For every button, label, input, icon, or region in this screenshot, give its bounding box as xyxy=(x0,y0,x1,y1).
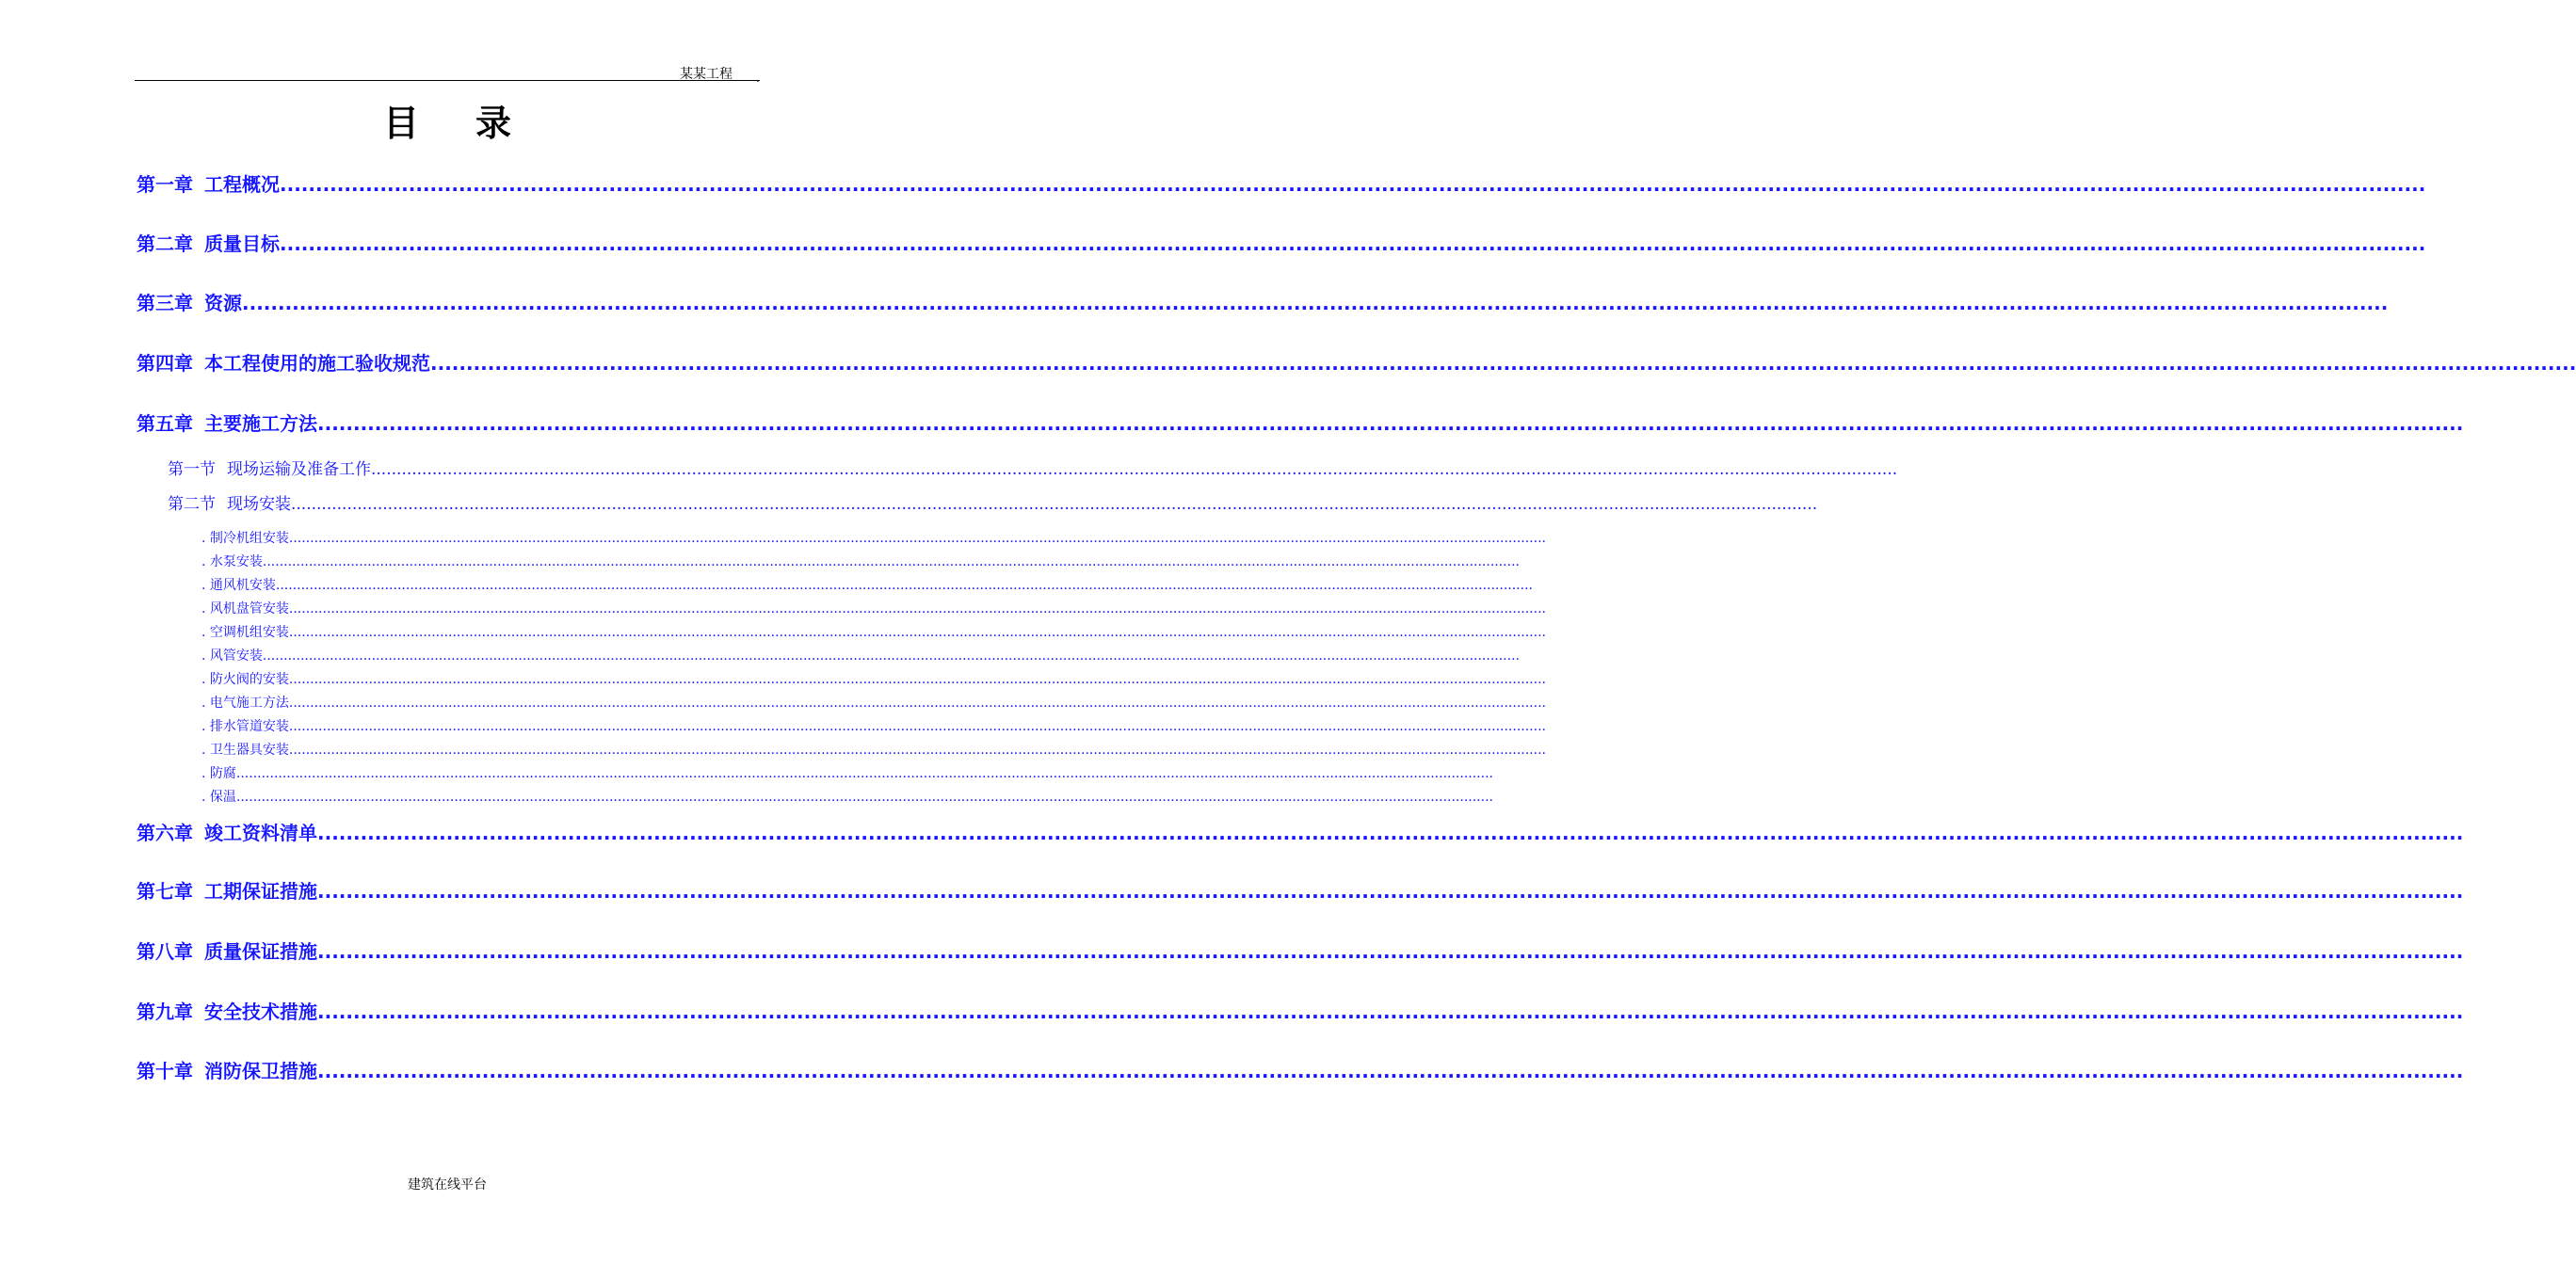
dot-leader: ............................................................................................................................................................................................................................................................................................................ xyxy=(288,625,1546,640)
subitem-title: . 空调机组安装 xyxy=(201,625,289,640)
chapter-title: 工程概况 xyxy=(204,173,280,196)
toc-subitem-8[interactable] xyxy=(201,694,1546,713)
chapter-title: 本工程使用的施工验收规范 xyxy=(204,352,430,375)
toc-subitem-3[interactable] xyxy=(201,576,1533,595)
header-mark: . xyxy=(756,72,760,85)
subitem-title: . 保温 xyxy=(201,790,236,805)
running-header: 某某工程 xyxy=(680,67,733,82)
dot-leader: ............................................................................................................................................................................................................................................................................................................ xyxy=(288,743,1546,758)
chapter-number: 第十章 xyxy=(137,1060,193,1082)
chapter-title: 主要施工方法 xyxy=(204,412,317,435)
toc-subitem-10[interactable] xyxy=(201,741,1546,760)
toc-section-2[interactable] xyxy=(168,493,1818,516)
toc-chapter-6[interactable] xyxy=(137,820,2464,846)
dot-leader: ............................................................................................................................................................................................................................................................................................................ xyxy=(242,292,2389,314)
dot-leader: ............................................................................................................................................................................................................................................................................................................ xyxy=(291,495,1818,514)
chapter-title: 消防保卫措施 xyxy=(204,1060,317,1082)
subitem-title: . 防腐 xyxy=(201,766,236,781)
toc-chapter-9[interactable] xyxy=(137,999,2464,1025)
chapter-title: 竣工资料清单 xyxy=(204,822,317,844)
dot-leader: ............................................................................................................................................................................................................................................................................................................ xyxy=(371,460,1898,479)
section-number: 第一节 xyxy=(168,460,216,479)
subitem-title: . 卫生器具安装 xyxy=(201,743,289,758)
toc-chapter-3[interactable] xyxy=(137,290,2389,316)
chapter-number: 第二章 xyxy=(137,232,193,255)
toc-subitem-12[interactable] xyxy=(201,788,1493,807)
chapter-number: 第七章 xyxy=(137,880,193,903)
chapter-number: 第九章 xyxy=(137,1001,193,1023)
dot-leader: ............................................................................................................................................................................................................................................................................................................ xyxy=(317,822,2464,844)
dot-leader: ............................................................................................................................................................................................................................................................................................................ xyxy=(235,790,1493,805)
dot-leader: ............................................................................................................................................................................................................................................................................................................ xyxy=(317,880,2464,903)
chapter-title: 工期保证措施 xyxy=(204,880,317,903)
toc-chapter-10[interactable] xyxy=(137,1058,2464,1084)
dot-leader: ............................................................................................................................................................................................................................................................................................................ xyxy=(288,531,1546,546)
page-title: 目录 xyxy=(382,103,568,144)
subitem-title: . 风机盘管安装 xyxy=(201,601,289,616)
section-title: 现场运输及准备工作 xyxy=(227,460,371,479)
dot-leader: ............................................................................................................................................................................................................................................................................................................ xyxy=(262,649,1520,664)
toc-subitem-2[interactable] xyxy=(201,552,1520,571)
toc-section-1[interactable] xyxy=(168,458,1898,481)
chapter-title: 质量目标 xyxy=(204,232,280,255)
dot-leader: ............................................................................................................................................................................................................................................................................................................ xyxy=(430,352,2576,375)
subitem-title: . 排水管道安装 xyxy=(201,719,289,734)
toc-subitem-11[interactable] xyxy=(201,764,1493,783)
toc-subitem-9[interactable] xyxy=(201,717,1546,736)
dot-leader: ............................................................................................................................................................................................................................................................................................................ xyxy=(317,412,2464,435)
chapter-number: 第三章 xyxy=(137,292,193,314)
dot-leader: ............................................................................................................................................................................................................................................................................................................ xyxy=(275,578,1533,593)
subitem-title: . 通风机安装 xyxy=(201,578,276,593)
toc-chapter-1[interactable] xyxy=(137,171,2426,198)
dot-leader: ............................................................................................................................................................................................................................................................................................................ xyxy=(317,1060,2464,1082)
chapter-title: 安全技术措施 xyxy=(204,1001,317,1023)
dot-leader: ............................................................................................................................................................................................................................................................................................................ xyxy=(317,1001,2464,1023)
section-title: 现场安装 xyxy=(227,495,291,514)
toc-chapter-2[interactable] xyxy=(137,231,2426,257)
chapter-number: 第六章 xyxy=(137,822,193,844)
toc-chapter-5[interactable] xyxy=(137,410,2464,437)
toc-subitem-7[interactable] xyxy=(201,670,1546,689)
section-number: 第二节 xyxy=(168,495,216,514)
chapter-number: 第一章 xyxy=(137,173,193,196)
subitem-title: . 防火阀的安装 xyxy=(201,672,289,687)
subitem-title: . 水泵安装 xyxy=(201,554,263,569)
chapter-number: 第五章 xyxy=(137,412,193,435)
subitem-title: . 电气施工方法 xyxy=(201,696,289,711)
page-footer: 建筑在线平台 xyxy=(408,1177,487,1193)
dot-leader: ............................................................................................................................................................................................................................................................................................................ xyxy=(288,601,1546,616)
chapter-title: 质量保证措施 xyxy=(204,940,317,963)
chapter-title: 资源 xyxy=(204,292,242,314)
chapter-number: 第四章 xyxy=(137,352,193,375)
chapter-number: 第八章 xyxy=(137,940,193,963)
toc-subitem-6[interactable] xyxy=(201,647,1520,665)
toc-subitem-1[interactable] xyxy=(201,529,1546,548)
dot-leader: ............................................................................................................................................................................................................................................................................................................ xyxy=(317,940,2464,963)
toc-chapter-4[interactable] xyxy=(137,350,2576,376)
dot-leader: ............................................................................................................................................................................................................................................................................................................ xyxy=(280,173,2426,196)
header-rule xyxy=(135,80,760,81)
dot-leader: ............................................................................................................................................................................................................................................................................................................ xyxy=(288,719,1546,734)
toc-subitem-5[interactable] xyxy=(201,623,1546,642)
dot-leader: ............................................................................................................................................................................................................................................................................................................ xyxy=(235,766,1493,781)
toc-chapter-8[interactable] xyxy=(137,938,2464,965)
toc-subitem-4[interactable] xyxy=(201,600,1546,618)
subitem-title: . 风管安装 xyxy=(201,649,263,664)
subitem-title: . 制冷机组安装 xyxy=(201,531,289,546)
dot-leader: ............................................................................................................................................................................................................................................................................................................ xyxy=(262,554,1520,569)
dot-leader: ............................................................................................................................................................................................................................................................................................................ xyxy=(288,672,1546,687)
toc-chapter-7[interactable] xyxy=(137,878,2464,905)
dot-leader: ............................................................................................................................................................................................................................................................................................................ xyxy=(280,232,2426,255)
dot-leader: ............................................................................................................................................................................................................................................................................................................ xyxy=(288,696,1546,711)
